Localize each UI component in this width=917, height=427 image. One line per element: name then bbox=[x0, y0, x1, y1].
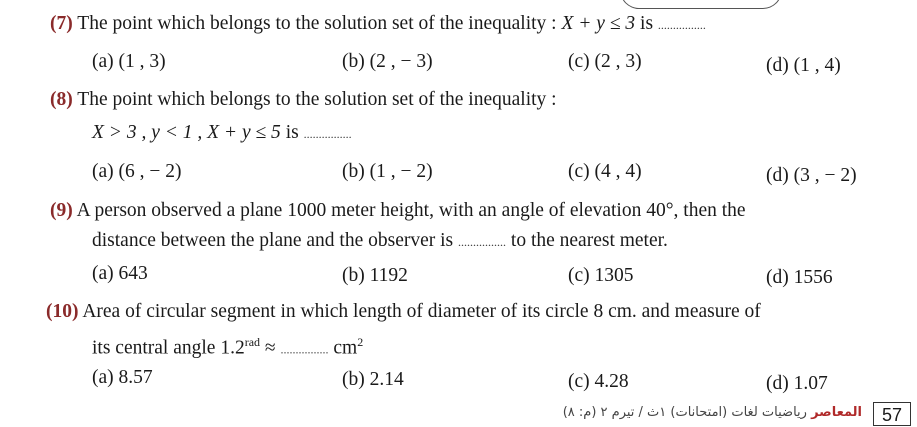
question-10-option-b[interactable]: (b) 2.14 bbox=[342, 369, 404, 390]
question-8-is: is bbox=[280, 122, 304, 143]
question-10-stem-line2 bbox=[92, 330, 363, 362]
question-7-blank: ................ bbox=[657, 18, 706, 32]
question-9-text-line2-end: to the nearest meter. bbox=[506, 230, 668, 251]
question-7-option-b[interactable]: (b) (2 , − 3) bbox=[342, 51, 433, 72]
question-7-inequality: X + y ≤ 3 bbox=[561, 13, 636, 34]
question-8-stem bbox=[50, 88, 557, 112]
footer-running-title bbox=[492, 405, 862, 425]
question-9-text-line1: A person observed a plane 1000 meter height, with an angle of elevation 40°, then the bbox=[76, 200, 746, 221]
question-8-number: (8) bbox=[50, 89, 73, 110]
question-8-text: The point which belongs to the solution set of the inequality : bbox=[77, 89, 557, 110]
question-10-text-line1: Area of circular segment in which length of diameter of its circle 8 cm. and measure of bbox=[82, 301, 761, 322]
question-9-stem-line2 bbox=[92, 229, 668, 254]
question-7-stem bbox=[50, 12, 706, 37]
question-9-option-b[interactable]: (b) 1192 bbox=[342, 265, 408, 286]
question-8-blank: ................ bbox=[303, 127, 352, 141]
question-9-number: (9) bbox=[50, 200, 73, 221]
question-10-number: (10) bbox=[46, 301, 79, 322]
question-8-conditions bbox=[92, 121, 352, 146]
question-7-is: is bbox=[635, 13, 658, 34]
question-7-option-c[interactable]: (c) (2 , 3) bbox=[568, 51, 642, 72]
question-10-blank: ................ bbox=[280, 342, 329, 357]
question-9-option-a[interactable]: (a) 643 bbox=[92, 263, 148, 284]
question-9-option-c[interactable]: (c) 1305 bbox=[568, 265, 634, 286]
question-8-option-d[interactable]: (d) (3 , − 2) bbox=[766, 165, 857, 186]
question-7-text: The point which belongs to the solution set of the inequality : bbox=[77, 13, 562, 34]
question-7-option-a[interactable]: (a) (1 , 3) bbox=[92, 51, 166, 72]
question-10-option-a[interactable]: (a) 8.57 bbox=[92, 367, 153, 388]
question-8-inequalities: X > 3 , y < 1 , X + y ≤ 5 bbox=[92, 122, 281, 143]
question-10-unit: cm bbox=[328, 337, 358, 359]
question-10-unit-power: 2 bbox=[357, 335, 364, 349]
question-7-option-d[interactable]: (d) (1 , 4) bbox=[766, 55, 841, 76]
question-9-option-d[interactable]: (d) 1556 bbox=[766, 267, 833, 288]
question-8-option-a[interactable]: (a) (6 , − 2) bbox=[92, 161, 182, 182]
footer-brand: المعاصر bbox=[811, 405, 862, 420]
page-number: 57 bbox=[873, 402, 911, 426]
question-10-approx: ≈ bbox=[260, 337, 281, 359]
question-9-text-line2: distance between the plane and the observer is bbox=[92, 230, 459, 251]
question-8-option-c[interactable]: (c) (4 , 4) bbox=[568, 161, 642, 182]
question-7-number: (7) bbox=[50, 13, 73, 34]
question-10-option-d[interactable]: (d) 1.07 bbox=[766, 373, 828, 394]
question-9-stem-line1 bbox=[50, 199, 746, 223]
question-10-option-c[interactable]: (c) 4.28 bbox=[568, 371, 629, 392]
question-10-text-line2: its central angle 1.2 bbox=[92, 337, 245, 359]
question-9-blank: ................ bbox=[458, 235, 507, 249]
question-10-stem-line1 bbox=[46, 300, 761, 324]
question-8-option-b[interactable]: (b) (1 , − 2) bbox=[342, 161, 433, 182]
footer-text: رياضيات لغات (امتحانات) ١ث / تيرم ٢ (م: ٨) bbox=[562, 405, 812, 420]
question-10-rad: rad bbox=[244, 335, 261, 349]
top-margin-fragment bbox=[620, 0, 782, 9]
